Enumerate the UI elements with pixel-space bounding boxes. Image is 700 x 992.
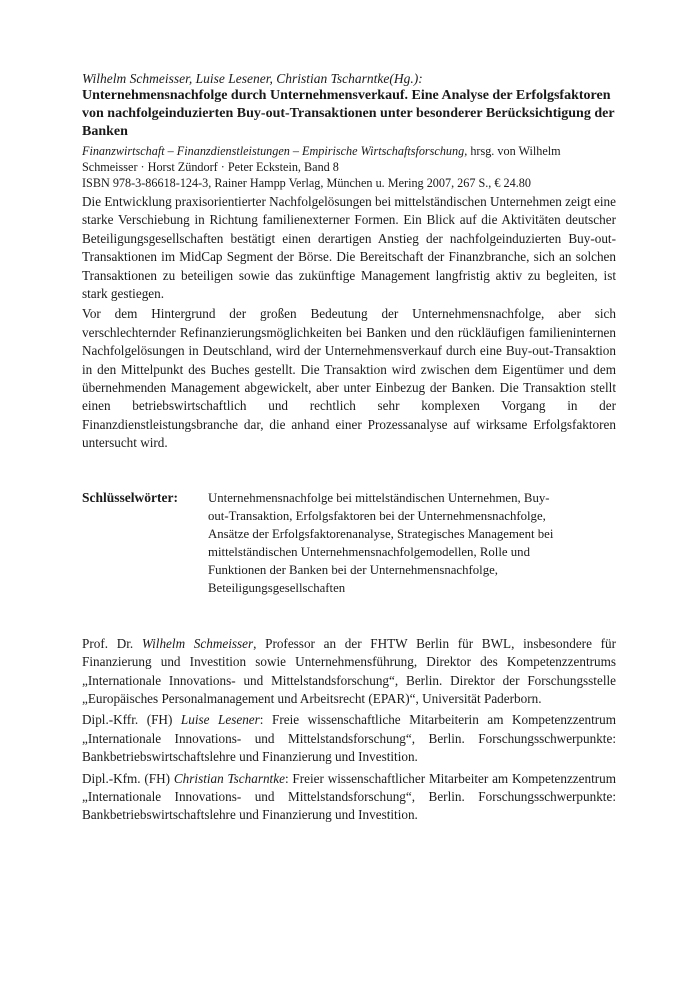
book-review-page [82, 70, 616, 828]
bio-name: Wilhelm Schmeisser [141, 635, 254, 651]
book-title: Unternehmensnachfolge durch Unternehmensverkauf. Eine Analyse der Erfolgsfaktoren von nachfolgeinduzierten Buy-out-Transaktionen unter besonderer Berücksichtigung der Banken [82, 88, 615, 139]
abstract [82, 193, 616, 453]
bio-text: , Professor an der FHTW Berlin für BWL, insbesondere für Finanzierung und Investition sowie Unternehmensführung, Direktor des Kompetenzzentrums „Internationale Innovations- und Mittelstandsforschung“, Berlin. Direktor der Forschungsstelle „Europäisches Personalmanagement und Arbeitsrecht (EPAR)“, Universität Paderborn. [82, 635, 616, 706]
series-editors: hrsg. von Wilhelm Schmeisser · Horst Zündorf · Peter Eckstein, Band 8 [82, 144, 561, 174]
bio-prefix: Dipl.-Kffr. (FH) [82, 712, 181, 728]
keywords-section [82, 489, 616, 597]
bio-prefix: Prof. Dr. [82, 635, 142, 651]
keywords-label: Schlüsselwörter: [82, 489, 178, 505]
abstract-paragraph-2: Vor dem Hintergrund der großen Bedeutung der Unternehmensnachfolge, aber sich verschlechternder Refinanzierungsmöglichkeiten bei Banken und den rückläufigen familieninternen Nachfolgelösungen in Deutschland, wird der Unternehmensverkauf durch eine Buy-out-Transaktion in den Mittelpunkt des Buches gestellt. Die Transaktion wird zwischen dem Eigentümer und dem übernehmenden Management abgewickelt, aber unter Einbezug der Banken. Die Transaktion stellt einen betriebswirtschaftlich und rechtlich sehr komplexen Vorgang in der Finanzdienstleistungsbranche dar, die anhand einer Prozessanalyse auf wirksame Erfolgsfaktoren untersucht wird. [82, 306, 616, 451]
bio-lesener [82, 711, 616, 766]
author-bios [82, 635, 616, 825]
bio-name: Luise Lesener [180, 712, 260, 728]
bio-text: : Freie wissenschaftliche Mitarbeiterin am Kompetenzzentrum „Internationale Innovations- und Mittelstandsforschung“, Berlin. Forschungsschwerpunkte: Bankbetriebswirtschaftslehre und Finanzierung und Investition. [82, 712, 616, 765]
authors-line: Wilhelm Schmeisser, Luise Lesener, Christian Tscharntke(Hg.): [82, 71, 423, 86]
bio-name: Christian Tscharntke [173, 770, 285, 786]
bio-tscharntke [82, 770, 616, 825]
bio-text: : Freier wissenschaftlicher Mitarbeiter am Kompetenzzentrum „Internationale Innovations- und Mittelstandsforschung“, Berlin. Forschungsschwerpunkte: Bankbetriebswirtschaftslehre und Finanzierung und Investition. [82, 770, 616, 823]
keywords-text: Unternehmensnachfolge bei mittelständischen Unternehmen, Buy-out-Transaktion, Erfolgsfaktoren bei der Unternehmensnachfolge, Ansätze der Erfolgsfaktorenanalyse, Strategisches Management bei mittelständischen Unternehmensnachfolgemodellen, Rolle und Funktionen der Banken bei der Unternehmensnachfolge, Beteiligungsgesellschaften [208, 490, 554, 595]
publication-info [82, 143, 616, 191]
abstract-paragraph-1: Die Entwicklung praxisorientierter Nachfolgelösungen bei mittelständischen Unternehmen zeigt eine starke Verschiebung in Richtung familienexterner Formen. Ein Blick auf die Aktivitäten deutscher Beteiligungsgesellschaften bestätigt einen derartigen Anstieg der nachfolgeinduzierten Buy-out-Transaktionen im MidCap Segment der Börse. Die Bereitschaft der Finanzbranche, sich an solchen Transaktionen zu beteiligen sowie das zukünftige Management langfristig aktiv zu begleiten, ist stark gestiegen. [82, 194, 616, 302]
bio-prefix: Dipl.-Kfm. (FH) [82, 770, 174, 786]
series-name: Finanzwirtschaft – Finanzdienstleistungen – Empirische Wirtschaftsforschung, [82, 144, 468, 158]
bio-schmeisser [82, 635, 616, 709]
isbn-line: ISBN 978-3-86618-124-3, Rainer Hampp Verlag, München u. Mering 2007, 267 S., € 24.80 [82, 176, 531, 190]
